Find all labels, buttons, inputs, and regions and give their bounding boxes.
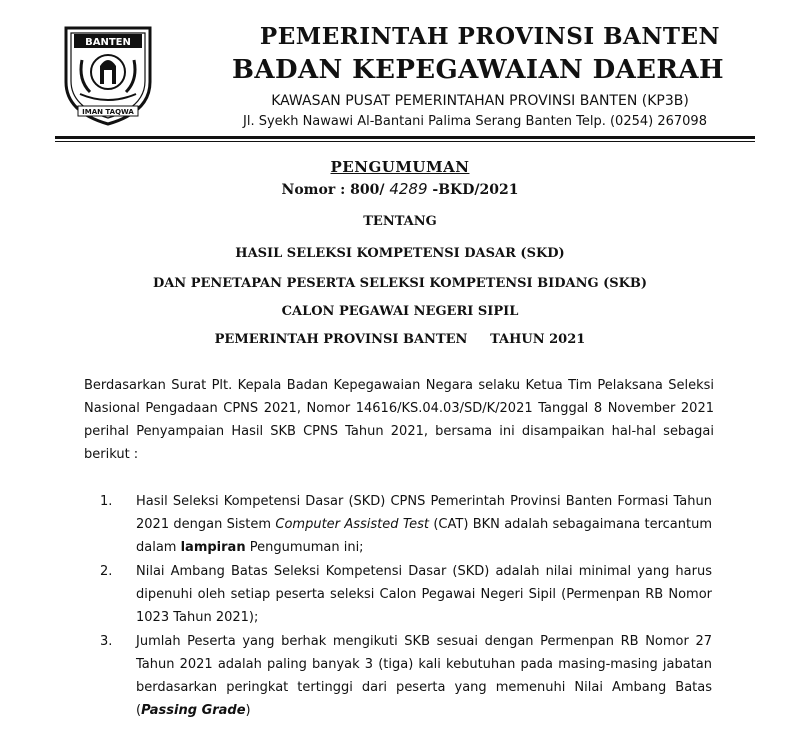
logo-text-top: BANTEN <box>85 37 131 48</box>
header-address: Jl. Syekh Nawawi Al-Bantani Palima Serang Banten Telp. (0254) 267098 <box>243 114 707 129</box>
subject-line-4-org: PEMERINTAH PROVINSI BANTEN <box>214 332 468 347</box>
header-divider-thin <box>55 141 755 142</box>
header-divider-thick <box>55 136 755 139</box>
logo-text-bottom: IMAN TAQWA <box>82 108 134 116</box>
announcement-number <box>0 180 800 198</box>
number-handwritten: 4289 <box>389 180 428 198</box>
number-suffix: -BKD/2021 <box>432 182 519 198</box>
item-3-text-b: ) <box>245 703 251 718</box>
announcement-list <box>100 490 712 722</box>
list-item <box>100 560 712 629</box>
subject-line-4 <box>0 332 800 347</box>
letterhead <box>160 22 780 132</box>
header-line-2: BADAN KEPEGAWAIAN DAERAH <box>232 55 724 85</box>
item-1-text-a: Hasil Seleksi Kompetensi Dasar (SKD) CPNS Pemerintah Provinsi Banten Formasi Tahun 2021 dengan Sistem <box>136 494 712 532</box>
list-item-number: 3. <box>100 634 113 649</box>
subject-line-2: DAN PENETAPAN PESERTA SELEKSI KOMPETENSI BIDANG (SKB) <box>152 276 648 291</box>
list-item <box>100 630 712 722</box>
header-line-3: KAWASAN PUSAT PEMERINTAHAN PROVINSI BANTEN (KP3B) <box>271 93 689 109</box>
header-line-1: PEMERINTAH PROVINSI BANTEN <box>259 23 721 50</box>
item-1-text-c: Pengumuman ini; <box>245 540 364 555</box>
list-item-text <box>136 630 712 722</box>
item-1-italic: Computer Assisted Test <box>275 517 430 532</box>
list-item-text <box>136 490 712 559</box>
list-item-text: Nilai Ambang Batas Seleksi Kompetensi Dasar (SKD) adalah nilai minimal yang harus dipenuhi oleh setiap peserta seleksi Calon Pegawai Negeri Sipil (Permenpan RB Nomor 1023 Tahun 2021); <box>136 564 712 625</box>
subject-line-4-year: TAHUN 2021 <box>490 332 586 347</box>
tentang-heading: TENTANG <box>363 214 437 229</box>
list-item <box>100 490 712 559</box>
item-1-text-b: (CAT) BKN adalah sebagaimana tercantum dalam <box>136 517 713 555</box>
subject-line-3: CALON PEGAWAI NEGERI SIPIL <box>281 304 519 319</box>
number-prefix: Nomor : 800/ <box>281 182 385 198</box>
intro-paragraph: Berdasarkan Surat Plt. Kepala Badan Kepegawaian Negara selaku Ketua Tim Pelaksana Seleksi Nasional Pengadaan CPNS 2021, Nomor 14616/KS.04.03/SD/K/2021 Tanggal 8 November 2021 perihal Penyampaian Hasil SKB CPNS Tahun 2021, bersama ini disampaikan hal-hal sebagai berikut : <box>84 378 714 462</box>
subject-line-1: HASIL SELEKSI KOMPETENSI DASAR (SKD) <box>235 246 565 261</box>
item-3-text-a: Jumlah Peserta yang berhak mengikuti SKB sesuai dengan Permenpan RB Nomor 27 Tahun 2021 adalah paling banyak 3 (tiga) kali kebutuhan pada masing-masing jabatan berdasarkan peringkat tertinggi dari peserta yang memenuhi Nilai Ambang Batas ( <box>136 634 712 718</box>
list-item-number: 2. <box>100 564 113 579</box>
item-1-bold: lampiran <box>180 540 246 555</box>
list-item-number: 1. <box>100 494 113 509</box>
item-3-bold-italic: Passing Grade <box>141 703 246 718</box>
banten-province-logo <box>60 20 156 128</box>
announcement-title: PENGUMUMAN <box>330 158 470 176</box>
